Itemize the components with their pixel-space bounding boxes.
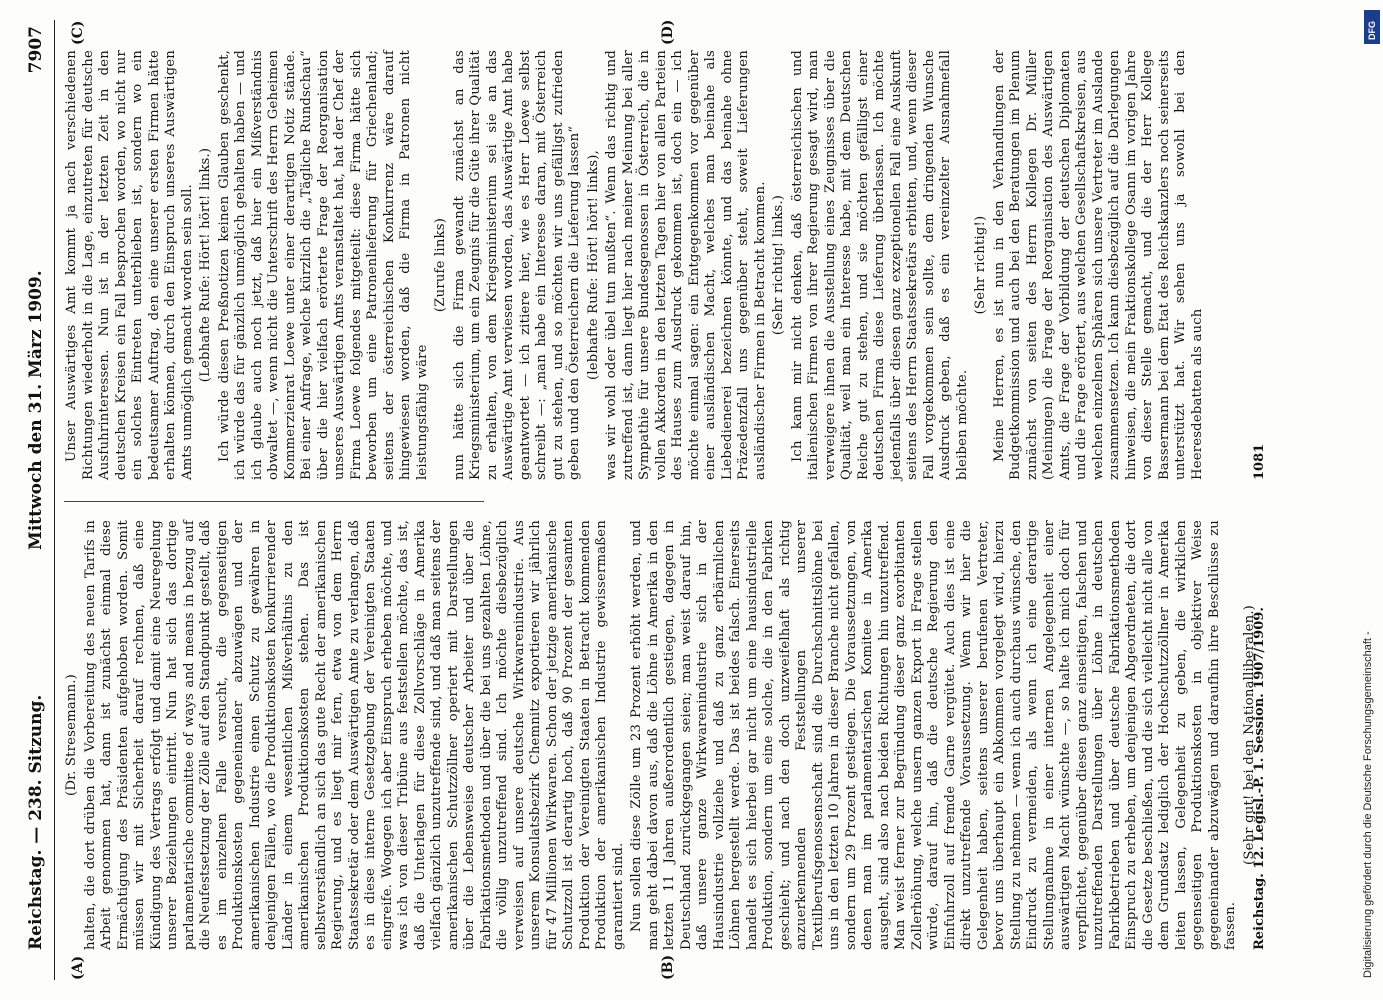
interjection: (Sehr richtig!) xyxy=(973,215,988,315)
interjection: (Sehr gut! bei den Nationalliberalen.) xyxy=(1241,604,1257,866)
paragraph: Unser Auswärtiges Amt kommt ja nach verschiedenen Richtungen wiederholt in die Lage, einzutreten für deutsche Ausfuhrinteressen. Nun ist in der letzten Zeit in den deutschen Kreisen ein Fall besprochen worden, wo nicht nur ein solches Eintreten unterblieben ist, sondern wo ein bedeutsamer Auftrag, den eine unserer ersten Firmen hätte erhalten können, durch den Einspruch unseres Auswärtigen Amts unmöglich gemacht worden sein soll. xyxy=(64,50,195,480)
margin-mark-a: (A) xyxy=(70,955,86,980)
interjection: (Zurufe links) xyxy=(433,217,448,313)
column-divider xyxy=(64,501,484,502)
paragraph: halten, die dort drüben die Vorbereitung des neuen Tarifs in Arbeit genommen hat, dann ist zunächst einmal diese Ermächtigung des Präsidenten aufgehoben worden. Somit müssen wir mit Sicherheit darauf rechnen, daß eine Kündigung des Vertrags erfolgt und damit eine Neuregelung unserer Beziehungen eintritt. Nun hat sich das dortige parlamentarische committee of ways and means in bezug auf die Neufestsetzung der Zölle auf den Standpunkt gestellt, daß es im einzelnen Falle versucht, die gegenseitigen Produktionskosten gegeneinander abzuwägen und der amerikanischen Industrie einen Schutz zu gewähren in denjenigen Fällen, wo die Produktionskosten konkurrierender Länder in einem wesentlichen Mißverhältnis zu den amerikanischen Produktionskosten stehen. Das ist selbstverständlich an sich das gute Recht der amerikanischen Regierung, und es liegt mir fern, etwa von dem Herrn Staatssekretär oder dem Auswärtigen Amte zu verlangen, daß es in diese interne Gesetzgebung der Vereinigten Staaten eingreife. Wogegen ich aber Einspruch erheben möchte, und was ich von dieser Tribüne aus feststellen möchte, das ist, daß die Unterlagen für diese Zollvorschläge in Amerika vielfach gänzlich unzutreffende sind, und daß man seitens der amerikanischen Schutzzöllner operiert mit Darstellungen über die Lebensweise deutscher Arbeiter und über die Fabrikationsmethoden und über die bei uns gezahlten Löhne, die völlig unzutreffend sind. Ich möchte diesbezüglich verweisen auf unsere deutsche Wirkwarenindustrie. Aus unserem Konsulatsbezirk Chemnitz exportieren wir jährlich für 47 Millionen Wirkwaren. Schon der jetzige amerikanische Schutzzoll ist derartig hoch, daß 90 Prozent der gesamten Produktion der Vereinigten Staaten in Betracht kommenden Produktion der amerikanischen Industrie gewissermaßen garantiert sind. xyxy=(82,520,626,950)
digitization-credit xyxy=(1360,20,1380,980)
footer-sheet-number: 1081 xyxy=(1252,443,1267,480)
paragraph: Ich würde diesen Preßnotizen keinen Glauben geschenkt, ich würde das für gänzlich unmöglich gehalten haben — und ich glaube auch noch jetzt, daß hier ein Mißverständnis obwaltet —, wenn nicht die Unterschrift des Herrn Geheimen Kommerzienrat Loewe unter einer derartigen Notiz stände. Bei einer Anfrage, welche kürzlich die „Tägliche Rundschau“ über die hier vielfach erörterte Frage der Reorganisation unseres Auswärtigen Amts veranstaltet hat, hat der Chef der Firma Loewe folgendes mitgeteilt: diese Firma hätte sich beworben um eine Patronenlieferung für Griechenland; seitens der österreichischen Konkurrenz wäre darauf hingewiesen worden, daß die Firma in Patronen nicht leistungsfähig wäre xyxy=(216,50,430,480)
footer-legislature: Reichstag. 12. Legisl.-P. 1. Session. 1907/1909. xyxy=(1252,607,1267,950)
speaker-name: (Dr. Stresemann.) xyxy=(64,673,79,797)
margin-mark-b: (B) xyxy=(660,954,676,980)
left-text-column xyxy=(64,520,1257,950)
paragraph: Meine Herren, es ist nun in den Verhandlungen der Budgetkommission und auch bei den Beratungen im Plenum zunächst von seiten des Herrn Kollegen Dr. Müller (Meiningen) die Frage der Reorganisation des Auswärtigen Amts, die Frage der Vorbildung der deutschen Diplomaten und die Frage erörtert, aus welchen Gesellschaftskreisen, aus welchen einzelnen Sphären sich unsere Vertreter im Auslande zusammensetzen. Ich kann diesbezüglich auf die Darlegungen hinweisen, die mein Fraktionskollege Osann im vorigen Jahre von dieser Stelle gemacht, und die der Herr Kollege Bassermann bei dem Etat des Reichskanzlers noch seinerseits unterstützt hat. Wir sehen uns ja sowohl bei den Heeresdebatten als auch xyxy=(991,50,1205,480)
margin-mark-c: (C) xyxy=(70,20,86,45)
dfg-logo-text: DFG xyxy=(1367,21,1377,40)
paragraph: was wir wohl oder übel tun mußten“. Wenn das richtig und zutreffend ist, dann liegt hier nach meiner Meinung bei aller Sympathie für unsere Bundesgenossen in Österreich, die in vollen Akkorden in den letzten Tagen hier von allen Parteien des Hauses zum Ausdruck gekommen ist, doch ein — ich möchte einmal sagen: ein Entgegenkommen vor gegenüber einer ausländischen Macht, welches man beinahe als Liebedienerei bezeichnen könnte, und das beinahe ohne Präzedenzfall uns gegenüber steht, soweit Lieferungen ausländischer Firmen in Betracht kommen. xyxy=(604,50,768,480)
rotated-page-content xyxy=(20,20,1300,980)
interjection: (Lebhafte Rufe: Hört! hört! links.) xyxy=(198,147,213,383)
page-header xyxy=(20,20,55,980)
paragraph: nun hätte sich die Firma gewandt zunächst an das Kriegsministerium, um ein Zeugnis für die Güte ihrer Qualität zu erhalten, von dem Kriegsministerium sei sie an das Auswärtige Amt verwiesen worden, das Auswärtige Amt habe geantwortet — ich zitiere hier, wie es Herr Loewe selbst schreibt —: „man habe ein Interesse daran, mit Österreich gut zu stehen, und so möchten wir uns gefälligst zufrieden geben und den Österreichern die Lieferung lassen“ xyxy=(451,50,582,480)
interjection: (Sehr richtig! links.) xyxy=(771,194,786,336)
header-date: Mittwoch den 31. März 1909. xyxy=(26,270,46,550)
paragraph: Ich kann mir nicht denken, daß österreichischen und italienischen Firmen von ihrer Regierung gesagt wird, man verweigere ihnen die Ausstellung eines Zeugnisses über die Qualität, weil man ein Interesse habe, mit dem Deutschen Reiche gut zu stehen, und sie möchten gefälligst einer deutschen Firma diese Lieferung überlassen. Ich möchte jedenfalls über diesen ganz exzeptionellen Fall eine Auskunft seitens des Herrn Staatssekretärs erbitten, und, wenn dieser Fall vorgekommen sein sollte, dem dringenden Wunsche Ausdruck geben, daß es ein vereinzelter Ausnahmefall bleiben möchte. xyxy=(789,50,970,480)
right-text-column xyxy=(64,50,1244,480)
credit-text: Digitalisierung gefördert durch die Deutsche Forschungsgemeinschaft - xyxy=(1362,631,1374,978)
header-session: Reichstag. — 238. Sitzung. xyxy=(26,694,46,950)
margin-mark-d: (D) xyxy=(660,19,676,45)
interjection: (lebhafte Rufe: Hört! hört! links), xyxy=(585,150,601,380)
page-number: 7907 xyxy=(26,26,46,74)
paragraph: Nun sollen diese Zölle um 23 Prozent erhöht werden, und man geht dabei davon aus, daß die Löhne in Amerika in den letzten 11 Jahren außerordentlich gestiegen, dagegen in Deutschland zurückgegangen seien; man weist darauf hin, daß unsere ganze Wirkwarenindustrie sich in der Hausindustrie vollziehe und daß zu ganz erbärmlichen Löhnen hergestellt werde. Das ist beides falsch. Einerseits handelt es sich hierbei gar nicht um eine hausindustrielle Produktion, sondern um eine solche, die in den Fabriken geschieht; und nach den doch unzweifelhaft als richtig anzuerkennenden Feststellungen unserer Textilberufsgenossenschaft sind die Durchschnittslöhne bei uns in den letzten 10 Jahren in dieser Branche nicht gefallen, sondern um 29 Prozent gestiegen. Die Voraussetzungen, von denen man im parlamentarischen Komitee in Amerika ausgeht, sind also nach beiden Richtungen hin unzutreffend. Man weist ferner zur Begründung dieser ganz exorbitanten Zollerhöhung, welche unsern ganzen Export in Frage stellen würde, darauf hin, daß die deutsche Regierung den Einfuhrzoll auf fremde Garne vergütet. Auch dies ist eine direkt unzutreffende Voraussetzung. Wenn wir hier die Gelegenheit haben, seitens unserer berufenen Vertreter, bevor uns überhaupt ein Abkommen vorgelegt wird, hierzu Stellung zu nehmen — wenn ich auch durchaus wünsche, den Eindruck zu vermeiden, als wenn ich eine derartige Stellungnahme in einer internen Angelegenheit einer auswärtigen Macht wünschte —, so halte ich mich doch für verpflichtet, gegenüber diesen ganz einseitigen, falschen und unzutreffenden Darstellungen über Löhne in deutschen Fabrikbetrieben und über deutsche Fabrikationsmethoden Einspruch zu erheben, um denjenigen Abgeordneten, die dort die Gesetze beschließen, und die sich vielleicht nicht alle von dem Grundsatz lediglich der Hochschutzzöllner in Amerika leiten lassen, Gelegenheit zu geben, die wirklichen gegenseitigen Produktionskosten in objektiver Weise gegeneinander abzuwägen und daraufhin ihre Beschlüsse zu fassen. xyxy=(629,520,1238,950)
